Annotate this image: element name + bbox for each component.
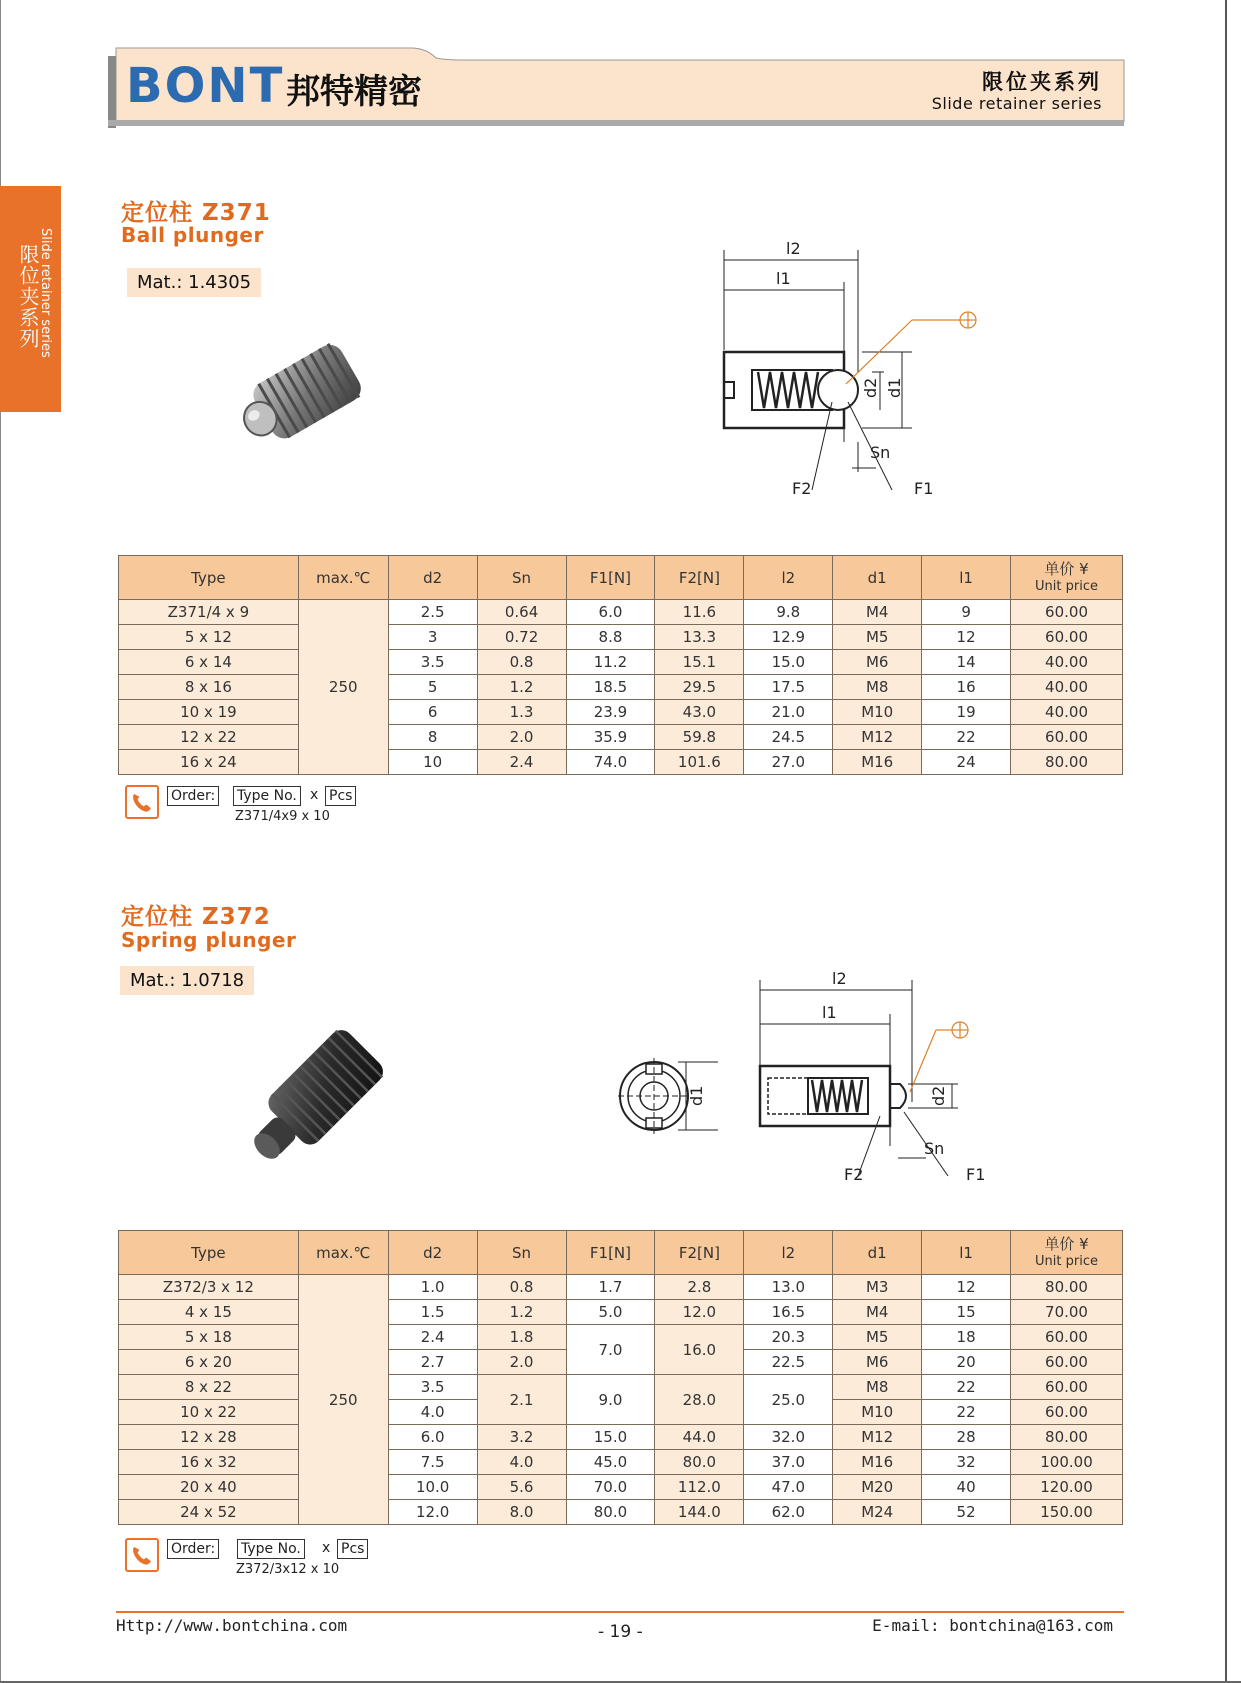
cell-l2: 22.5: [744, 1350, 833, 1375]
page-number: - 19 -: [598, 1622, 643, 1642]
drawing2-d2-label: d2: [929, 1085, 948, 1106]
cell-d1: M24: [833, 1500, 922, 1525]
drawing2-f2-label: F2: [844, 1165, 864, 1184]
cell-sn: 1.2: [477, 1300, 566, 1325]
cell-l2: 13.0: [744, 1275, 833, 1300]
col-type: Type: [119, 1231, 299, 1275]
cell-price: 60.00: [1011, 1375, 1123, 1400]
footer-divider: [116, 1611, 1124, 1613]
drawing2-d1-label: d1: [687, 1085, 706, 1106]
table-row: [119, 675, 1123, 700]
cell-l1: 22: [922, 1400, 1011, 1425]
col-l2: l2: [744, 556, 833, 600]
cell-sn: 3.2: [477, 1425, 566, 1450]
cell-d2: 10.0: [388, 1475, 477, 1500]
ball-plunger-photo: [230, 322, 380, 467]
table-row: [119, 1450, 1123, 1475]
section2-title-en: Spring plunger: [121, 928, 297, 952]
ball-plunger-table: [118, 555, 1123, 775]
drawing1-f2-label: F2: [792, 479, 812, 498]
cell-f1: 5.0: [566, 1300, 655, 1325]
cell-d2: 3.5: [388, 1375, 477, 1400]
cell-max-temp: 250: [298, 600, 388, 775]
col-unit-price-cn: 单价 ¥: [1044, 559, 1089, 578]
cell-price: 40.00: [1011, 700, 1123, 725]
cell-d1: M5: [833, 625, 922, 650]
table-row: [119, 1475, 1123, 1500]
side-tab: [0, 186, 61, 412]
order-label: Order:: [167, 786, 219, 806]
cell-type: 6 x 14: [119, 650, 299, 675]
section1-material: Mat.: 1.4305: [127, 268, 261, 297]
cell-f2: 11.6: [655, 600, 744, 625]
cell-d2: 3.5: [388, 650, 477, 675]
cell-price: 80.00: [1011, 1275, 1123, 1300]
cell-sn: 8.0: [477, 1500, 566, 1525]
cell-sn: 1.8: [477, 1325, 566, 1350]
table-row: [119, 725, 1123, 750]
cell-f1: 9.0: [566, 1375, 655, 1425]
col-d1: d1: [833, 1231, 922, 1275]
cell-d2: 6.0: [388, 1425, 477, 1450]
cell-d1: M6: [833, 1350, 922, 1375]
col-unit-price: [1011, 1231, 1123, 1275]
cell-f1: 8.8: [566, 625, 655, 650]
cell-l1: 19: [922, 700, 1011, 725]
section2-material: Mat.: 1.0718: [120, 966, 254, 995]
cell-max-temp: 250: [298, 1275, 388, 1525]
cell-d2: 5: [388, 675, 477, 700]
cell-f1: 11.2: [566, 650, 655, 675]
cell-f1: 35.9: [566, 725, 655, 750]
section1-order-block: [125, 785, 405, 830]
col-f1: F1[N]: [566, 1231, 655, 1275]
table-header-row: [119, 556, 1123, 600]
cell-f2: 43.0: [655, 700, 744, 725]
spring-plunger-photo: [228, 1030, 388, 1180]
col-f1: F1[N]: [566, 556, 655, 600]
table-row: [119, 1425, 1123, 1450]
side-tab-label-en: Slide retainer series: [38, 228, 53, 358]
col-d1: d1: [833, 556, 922, 600]
drawing2-f1-label: F1: [966, 1165, 986, 1184]
cell-price: 60.00: [1011, 625, 1123, 650]
cell-f2: 15.1: [655, 650, 744, 675]
cell-f2: 44.0: [655, 1425, 744, 1450]
cell-d1: M6: [833, 650, 922, 675]
cell-l2: 15.0: [744, 650, 833, 675]
cell-f1: 74.0: [566, 750, 655, 775]
cell-d2: 4.0: [388, 1400, 477, 1425]
cell-d1: M12: [833, 1425, 922, 1450]
cell-f1: 7.0: [566, 1325, 655, 1375]
cell-f1: 1.7: [566, 1275, 655, 1300]
cell-d2: 1.0: [388, 1275, 477, 1300]
cell-type: 20 x 40: [119, 1475, 299, 1500]
cell-type: 4 x 15: [119, 1300, 299, 1325]
cell-price: 60.00: [1011, 1325, 1123, 1350]
cell-f2: 28.0: [655, 1375, 744, 1425]
ball-plunger-drawing: [712, 232, 992, 502]
col-unit-price-en: Unit price: [1035, 578, 1098, 594]
table-row: [119, 1375, 1123, 1400]
phone-icon: [125, 1538, 159, 1572]
cell-type: Z371/4 x 9: [119, 600, 299, 625]
table-row: [119, 600, 1123, 625]
order-label: Order:: [167, 1539, 219, 1559]
cell-d2: 2.5: [388, 600, 477, 625]
cell-d2: 12.0: [388, 1500, 477, 1525]
cell-d1: M8: [833, 675, 922, 700]
col-sn: Sn: [477, 1231, 566, 1275]
cell-l2: 12.9: [744, 625, 833, 650]
cell-f1: 15.0: [566, 1425, 655, 1450]
cell-sn: 2.0: [477, 1350, 566, 1375]
page-border-right: [1225, 0, 1227, 1683]
drawing1-l1-label: l1: [776, 269, 791, 288]
cell-type: 8 x 16: [119, 675, 299, 700]
cell-d1: M8: [833, 1375, 922, 1400]
cell-l1: 52: [922, 1500, 1011, 1525]
cell-d1: M3: [833, 1275, 922, 1300]
footer-website-link[interactable]: Http://www.bontchina.com: [116, 1616, 348, 1635]
col-max-temp: max.℃: [298, 1231, 388, 1275]
order-type-no: Type No.: [233, 786, 301, 806]
cell-type: Z372/3 x 12: [119, 1275, 299, 1300]
cell-f2: 13.3: [655, 625, 744, 650]
cell-d2: 8: [388, 725, 477, 750]
drawing2-l1-label: l1: [822, 1003, 837, 1022]
cell-d2: 1.5: [388, 1300, 477, 1325]
col-type: Type: [119, 556, 299, 600]
cell-l1: 14: [922, 650, 1011, 675]
cell-price: 60.00: [1011, 1350, 1123, 1375]
cell-d1: M4: [833, 600, 922, 625]
table-row: [119, 700, 1123, 725]
cell-l2: 16.5: [744, 1300, 833, 1325]
table-row: [119, 650, 1123, 675]
cell-l2: 24.5: [744, 725, 833, 750]
drawing1-sn-label: Sn: [870, 443, 891, 462]
cell-d2: 10: [388, 750, 477, 775]
cell-d1: M5: [833, 1325, 922, 1350]
cell-l2: 37.0: [744, 1450, 833, 1475]
cell-f1: 18.5: [566, 675, 655, 700]
spring-plunger-drawing: [618, 966, 986, 1186]
cell-sn: 0.8: [477, 1275, 566, 1300]
cell-f2: 29.5: [655, 675, 744, 700]
section2-title-cn: 定位柱 Z372: [121, 904, 271, 930]
cell-l2: 62.0: [744, 1500, 833, 1525]
cell-l1: 12: [922, 625, 1011, 650]
cell-f1: 23.9: [566, 700, 655, 725]
cell-type: 12 x 28: [119, 1425, 299, 1450]
order-pcs: Pcs: [325, 786, 356, 806]
cell-price: 150.00: [1011, 1500, 1123, 1525]
cell-price: 100.00: [1011, 1450, 1123, 1475]
cell-d1: M16: [833, 750, 922, 775]
cell-d1: M4: [833, 1300, 922, 1325]
cell-price: 60.00: [1011, 600, 1123, 625]
cell-l1: 9: [922, 600, 1011, 625]
table-header-row: [119, 1231, 1123, 1275]
cell-sn: 4.0: [477, 1450, 566, 1475]
table-row: [119, 750, 1123, 775]
cell-l1: 22: [922, 725, 1011, 750]
cell-l2: 47.0: [744, 1475, 833, 1500]
col-unit-price-en: Unit price: [1035, 1253, 1098, 1269]
cell-sn: 2.0: [477, 725, 566, 750]
cell-price: 40.00: [1011, 675, 1123, 700]
cell-f1: 45.0: [566, 1450, 655, 1475]
cell-l2: 21.0: [744, 700, 833, 725]
cell-type: 10 x 19: [119, 700, 299, 725]
series-title-cn: 限位夹系列: [982, 70, 1102, 94]
cell-l1: 18: [922, 1325, 1011, 1350]
cell-price: 40.00: [1011, 650, 1123, 675]
section1-title-cn: 定位柱 Z371: [121, 200, 271, 226]
cell-d1: M10: [833, 700, 922, 725]
col-max-temp: max.℃: [298, 556, 388, 600]
cell-type: 12 x 22: [119, 725, 299, 750]
spring-plunger-table: [118, 1230, 1123, 1525]
cell-l1: 40: [922, 1475, 1011, 1500]
col-l1: l1: [922, 1231, 1011, 1275]
cell-type: 6 x 20: [119, 1350, 299, 1375]
col-d2: d2: [388, 556, 477, 600]
cell-l1: 20: [922, 1350, 1011, 1375]
footer-email-link[interactable]: E-mail: bontchina@163.com: [872, 1616, 1113, 1635]
cell-f2: 16.0: [655, 1325, 744, 1375]
cell-f1: 70.0: [566, 1475, 655, 1500]
cell-price: 80.00: [1011, 750, 1123, 775]
col-unit-price-cn: 单价 ¥: [1044, 1234, 1089, 1253]
drawing1-f1-label: F1: [914, 479, 934, 498]
drawing1-l2-label: l2: [786, 239, 801, 258]
page-header: [116, 48, 1124, 122]
cell-price: 60.00: [1011, 725, 1123, 750]
col-f2: F2[N]: [655, 1231, 744, 1275]
cell-sn: 1.3: [477, 700, 566, 725]
brand-name-cn: 邦特精密: [286, 72, 422, 112]
section1-title-en: Ball plunger: [121, 223, 264, 247]
order-times: x: [310, 787, 319, 803]
cell-sn: 0.8: [477, 650, 566, 675]
col-l2: l2: [744, 1231, 833, 1275]
cell-d1: M16: [833, 1450, 922, 1475]
cell-d2: 2.7: [388, 1350, 477, 1375]
table-row: [119, 1300, 1123, 1325]
cell-f2: 101.6: [655, 750, 744, 775]
cell-sn: 2.1: [477, 1375, 566, 1425]
cell-l2: 27.0: [744, 750, 833, 775]
table-row: [119, 625, 1123, 650]
cell-sn: 2.4: [477, 750, 566, 775]
cell-sn: 1.2: [477, 675, 566, 700]
cell-f1: 6.0: [566, 600, 655, 625]
cell-l2: 25.0: [744, 1375, 833, 1425]
cell-f2: 112.0: [655, 1475, 744, 1500]
cell-f2: 2.8: [655, 1275, 744, 1300]
order-times: x: [322, 1540, 331, 1556]
side-tab-label-cn: 限位夹系列: [16, 244, 40, 349]
cell-price: 60.00: [1011, 1400, 1123, 1425]
cell-l2: 17.5: [744, 675, 833, 700]
cell-d2: 7.5: [388, 1450, 477, 1475]
cell-type: 24 x 52: [119, 1500, 299, 1525]
drawing1-d1-label: d1: [885, 377, 904, 398]
cell-f2: 144.0: [655, 1500, 744, 1525]
cell-l1: 32: [922, 1450, 1011, 1475]
table-row: [119, 1275, 1123, 1300]
order-type-no: Type No.: [237, 1539, 305, 1559]
cell-price: 120.00: [1011, 1475, 1123, 1500]
col-l1: l1: [922, 556, 1011, 600]
cell-l2: 20.3: [744, 1325, 833, 1350]
table-row: [119, 1325, 1123, 1350]
cell-sn: 0.72: [477, 625, 566, 650]
cell-d2: 2.4: [388, 1325, 477, 1350]
order-example: Z372/3x12 x 10: [236, 1562, 340, 1577]
cell-l1: 22: [922, 1375, 1011, 1400]
cell-d2: 6: [388, 700, 477, 725]
cell-l1: 24: [922, 750, 1011, 775]
drawing2-l2-label: l2: [832, 969, 847, 988]
cell-f2: 12.0: [655, 1300, 744, 1325]
order-example: Z371/4x9 x 10: [235, 809, 330, 824]
cell-f2: 80.0: [655, 1450, 744, 1475]
cell-f2: 59.8: [655, 725, 744, 750]
drawing2-sn-label: Sn: [924, 1139, 945, 1158]
cell-type: 5 x 12: [119, 625, 299, 650]
cell-d1: M10: [833, 1400, 922, 1425]
cell-d1: M12: [833, 725, 922, 750]
col-d2: d2: [388, 1231, 477, 1275]
cell-d1: M20: [833, 1475, 922, 1500]
series-title-en: Slide retainer series: [931, 94, 1102, 113]
cell-sn: 0.64: [477, 600, 566, 625]
cell-l1: 15: [922, 1300, 1011, 1325]
cell-l1: 28: [922, 1425, 1011, 1450]
cell-type: 8 x 22: [119, 1375, 299, 1400]
cell-price: 80.00: [1011, 1425, 1123, 1450]
cell-l1: 16: [922, 675, 1011, 700]
cell-l2: 32.0: [744, 1425, 833, 1450]
col-f2: F2[N]: [655, 556, 744, 600]
cell-l1: 12: [922, 1275, 1011, 1300]
drawing1-d2-label: d2: [861, 377, 880, 398]
order-pcs: Pcs: [337, 1539, 368, 1559]
cell-type: 5 x 18: [119, 1325, 299, 1350]
cell-d2: 3: [388, 625, 477, 650]
phone-icon: [125, 785, 159, 819]
cell-sn: 5.6: [477, 1475, 566, 1500]
col-sn: Sn: [477, 556, 566, 600]
table-row: [119, 1500, 1123, 1525]
cell-f1: 80.0: [566, 1500, 655, 1525]
col-unit-price: [1011, 556, 1123, 600]
cell-type: 16 x 32: [119, 1450, 299, 1475]
cell-l2: 9.8: [744, 600, 833, 625]
cell-price: 70.00: [1011, 1300, 1123, 1325]
bont-logo: BONT: [126, 58, 285, 114]
section2-order-block: [125, 1538, 405, 1583]
cell-type: 10 x 22: [119, 1400, 299, 1425]
cell-type: 16 x 24: [119, 750, 299, 775]
